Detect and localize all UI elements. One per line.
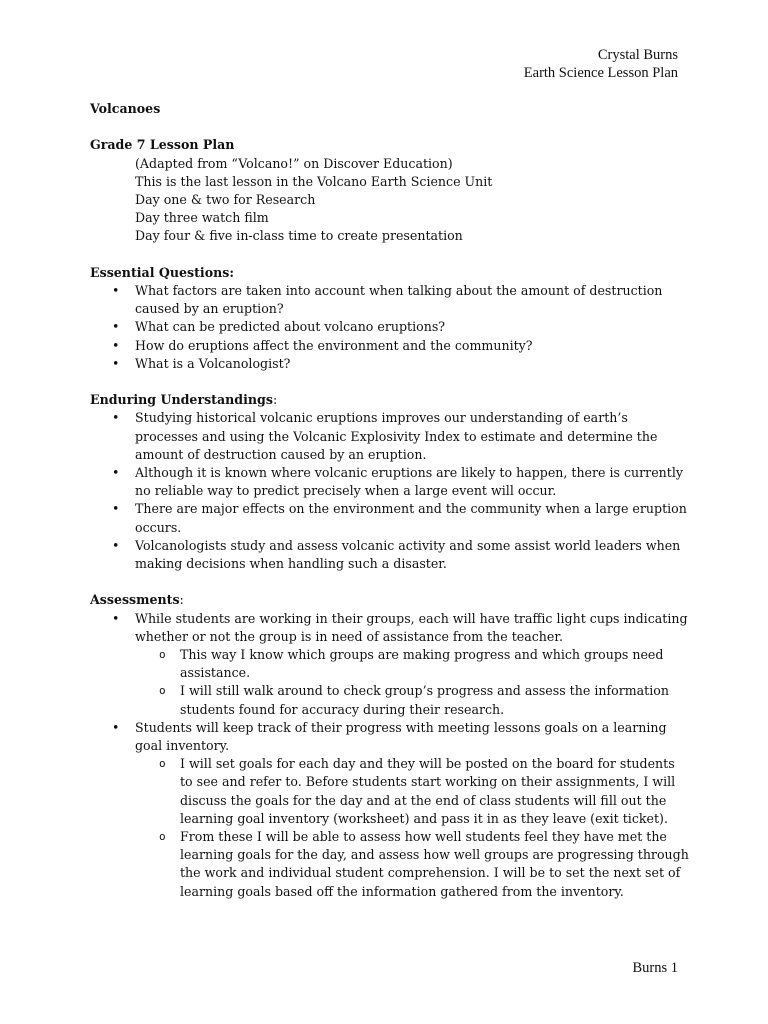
- spacer: [90, 573, 690, 591]
- spacer: [90, 246, 690, 264]
- grade-note: Day four & five in-class time to create presentation: [135, 228, 463, 244]
- author-name: Crystal Burns: [597, 47, 678, 63]
- sub-list-item: o I will still walk around to check group’s progress and assess the information students found for accuracy during their research.: [135, 682, 690, 718]
- page-number: Burns 1: [632, 960, 678, 976]
- grade-heading: Grade 7 Lesson Plan: [90, 137, 235, 153]
- grade-note: Day one & two for Research: [135, 192, 316, 207]
- list-item-text: • While students are working in their groups, each will have traffic light cups indicating whether or not the group is in need of assistance from the teacher.: [135, 610, 688, 644]
- list-item: [90, 719, 690, 901]
- document-title: Volcanoes: [90, 101, 161, 116]
- list-item: • Volcanologists study and assess volcanic activity and some assist world leaders when making decisions when handling such a disaster.: [90, 537, 690, 573]
- grade-note: (Adapted from “Volcano!” on Discover Education): [135, 155, 453, 171]
- list-item: • What can be predicted about volcano eruptions?: [90, 318, 690, 336]
- sub-list: [135, 755, 690, 901]
- assessments-heading: [90, 591, 690, 609]
- list-item: • What factors are taken into account when talking about the amount of destruction caused by an eruption?: [90, 282, 690, 318]
- list-item: • What is a Volcanologist?: [90, 355, 690, 373]
- list-item: • Although it is known where volcanic eruptions are likely to happen, there is currently no reliable way to predict precisely when a large event will occur.: [90, 464, 690, 500]
- spacer: [90, 118, 690, 136]
- list-item: • How do eruptions affect the environment and the community?: [90, 337, 690, 355]
- heading-colon: :: [179, 592, 184, 608]
- heading-colon: :: [272, 392, 278, 408]
- grade-note: This is the last lesson in the Volcano Earth Science Unit: [135, 173, 493, 189]
- sub-list: [135, 646, 690, 719]
- enduring-understandings-heading: [90, 391, 690, 409]
- list-item: • Studying historical volcanic eruptions improves our understanding of earth’s processes and using the Volcanic Explosivity Index to estimate and determine the amount of destruction caused by an eruption.: [90, 409, 690, 464]
- sub-list-item: o I will set goals for each day and they will be posted on the board for students to see and refer to. Before students start working on their assignments, I will discuss the goals for the day and at the end of class students will fill out the learning goal inventory (worksheet) and pass it in as they leave (exit ticket).: [135, 755, 690, 828]
- list-item-text: • Students will keep track of their progress with meeting lessons goals on a learning goal inventory.: [135, 719, 667, 754]
- spacer: [90, 373, 690, 391]
- heading-text: Assessments: [90, 592, 180, 608]
- enduring-understandings-list: [90, 409, 690, 573]
- course-name: Earth Science Lesson Plan: [523, 65, 678, 81]
- essential-questions-heading: Essential Questions:: [90, 264, 235, 280]
- heading-text: Enduring Understandings: [90, 392, 273, 408]
- list-item: • There are major effects on the environment and the community when a large eruption occurs.: [90, 500, 690, 536]
- essential-questions-list: [90, 282, 690, 373]
- page-header: [524, 46, 678, 82]
- grade-notes: [90, 155, 690, 246]
- sub-list-item: o From these I will be able to assess how well students feel they have met the learning goals for the day, and assess how well groups are progressing through the work and individual student comprehension. I will be to set the next set of learning goals based off the information gathered from the inventory.: [135, 828, 690, 901]
- grade-note: Day three watch film: [135, 210, 269, 226]
- list-item: [90, 610, 690, 719]
- document-body: [90, 100, 690, 901]
- assessments-list: [90, 610, 690, 901]
- sub-list-item: o This way I know which groups are making progress and which groups need assistance.: [135, 646, 690, 682]
